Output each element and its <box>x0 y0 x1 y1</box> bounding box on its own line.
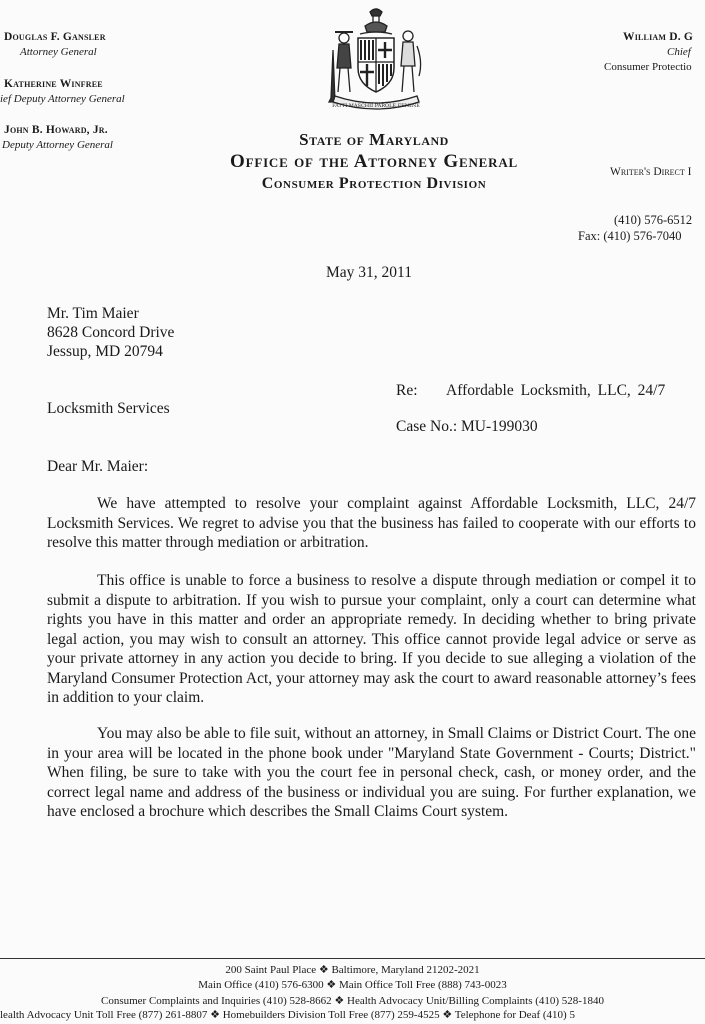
body-paragraph-2 <box>47 571 696 708</box>
paragraph-text: This office is unable to force a business to resolve a dispute through mediation or compel it to submit a dispute to arbitration. If you wish to pursue your complaint, only a court can determine what rights you have in this matter and order an appropriate remedy. In deciding whether to bring private legal action, you may wish to consult an attorney. This office cannot provide legal advice or serve as your private attorney in any action you decide to bring. If you decide to sue alleging a violation of the Maryland Consumer Protection Act, your attorney may ask the court to award reasonable attorney’s fees in addition to your claim. <box>47 572 696 706</box>
deputy-ag-name: John B. Howard, Jr. <box>4 124 108 136</box>
attorney-general-title: Attorney General <box>20 46 97 58</box>
writers-direct-label: Writer's Direct I <box>610 166 692 178</box>
footer-address: 200 Saint Paul Place ❖ Baltimore, Maryland 21202-2021 <box>225 964 480 976</box>
direct-phone: (410) 576-6512 <box>614 213 693 227</box>
state-title: State of Maryland <box>299 130 449 149</box>
re-subject: Affordable Locksmith, LLC, 24/7 <box>446 382 666 399</box>
body-paragraph-1 <box>47 494 696 553</box>
footer-main-office: Main Office (410) 576-6300 ❖ Main Office Toll Free (888) 743-0023 <box>198 979 507 991</box>
paragraph-text: You may also be able to file suit, without an attorney, in Small Claims or District Court. The one in your area will be located in the phone book under "Maryland State Government - Courts; District." When filing, be sure to take with you the court fee in personal check, cash, or money order, and the correct legal name and address of the business or individual you are suing. For further explanation, we have enclosed a brochure which describes the Small Claims Court system. <box>47 725 696 820</box>
chief-deputy-name: Katherine Winfree <box>4 78 103 90</box>
office-title: Office of the Attorney General <box>230 151 518 172</box>
recipient-street: 8628 Concord Drive <box>47 324 175 341</box>
salutation: Dear Mr. Maier: <box>47 458 149 475</box>
body-paragraph-3 <box>47 724 696 822</box>
letter-date: May 31, 2011 <box>326 264 412 281</box>
recipient-name: Mr. Tim Maier <box>47 305 139 322</box>
case-number: Case No.: MU-199030 <box>396 418 538 435</box>
paragraph-text: We have attempted to resolve your complaint against Affordable Locksmith, LLC, 24/7 Locksmith Services. We regret to advise you that the business has failed to cooperate with our efforts to resolve this matter through mediation or arbitration. <box>47 495 696 551</box>
chief-deputy-title: ief Deputy Attorney General <box>0 93 125 105</box>
re-label: Re: <box>396 382 418 399</box>
chief-title: Chief <box>667 46 691 58</box>
footer-toll-free: lealth Advocacy Unit Toll Free (877) 261-8807 ❖ Homebuilders Division Toll Free (877) 259-4525 ❖ Telephone for Deaf (410) 5 <box>0 1009 575 1021</box>
footer-divider <box>0 958 705 959</box>
chief-consumer-protection-name: William D. G <box>623 31 694 43</box>
attorney-general-name: Douglas F. Gansler <box>4 31 106 43</box>
svg-text:FATTI MASCHII PAROLE FEMINE: FATTI MASCHII PAROLE FEMINE <box>332 103 420 109</box>
maryland-seal-icon <box>325 6 427 116</box>
recipient-city: Jessup, MD 20794 <box>47 343 163 360</box>
deputy-ag-title: Deputy Attorney General <box>2 139 113 151</box>
division-title: Consumer Protection Division <box>261 175 487 192</box>
re-subject-continuation: Locksmith Services <box>47 400 170 417</box>
chief-division-title: Consumer Protectio <box>604 61 692 73</box>
footer-complaints: Consumer Complaints and Inquiries (410) 528-8662 ❖ Health Advocacy Unit/Billing Complaints (410) 528-1840 <box>101 995 604 1007</box>
fax-number: Fax: (410) 576-7040 <box>578 229 682 243</box>
